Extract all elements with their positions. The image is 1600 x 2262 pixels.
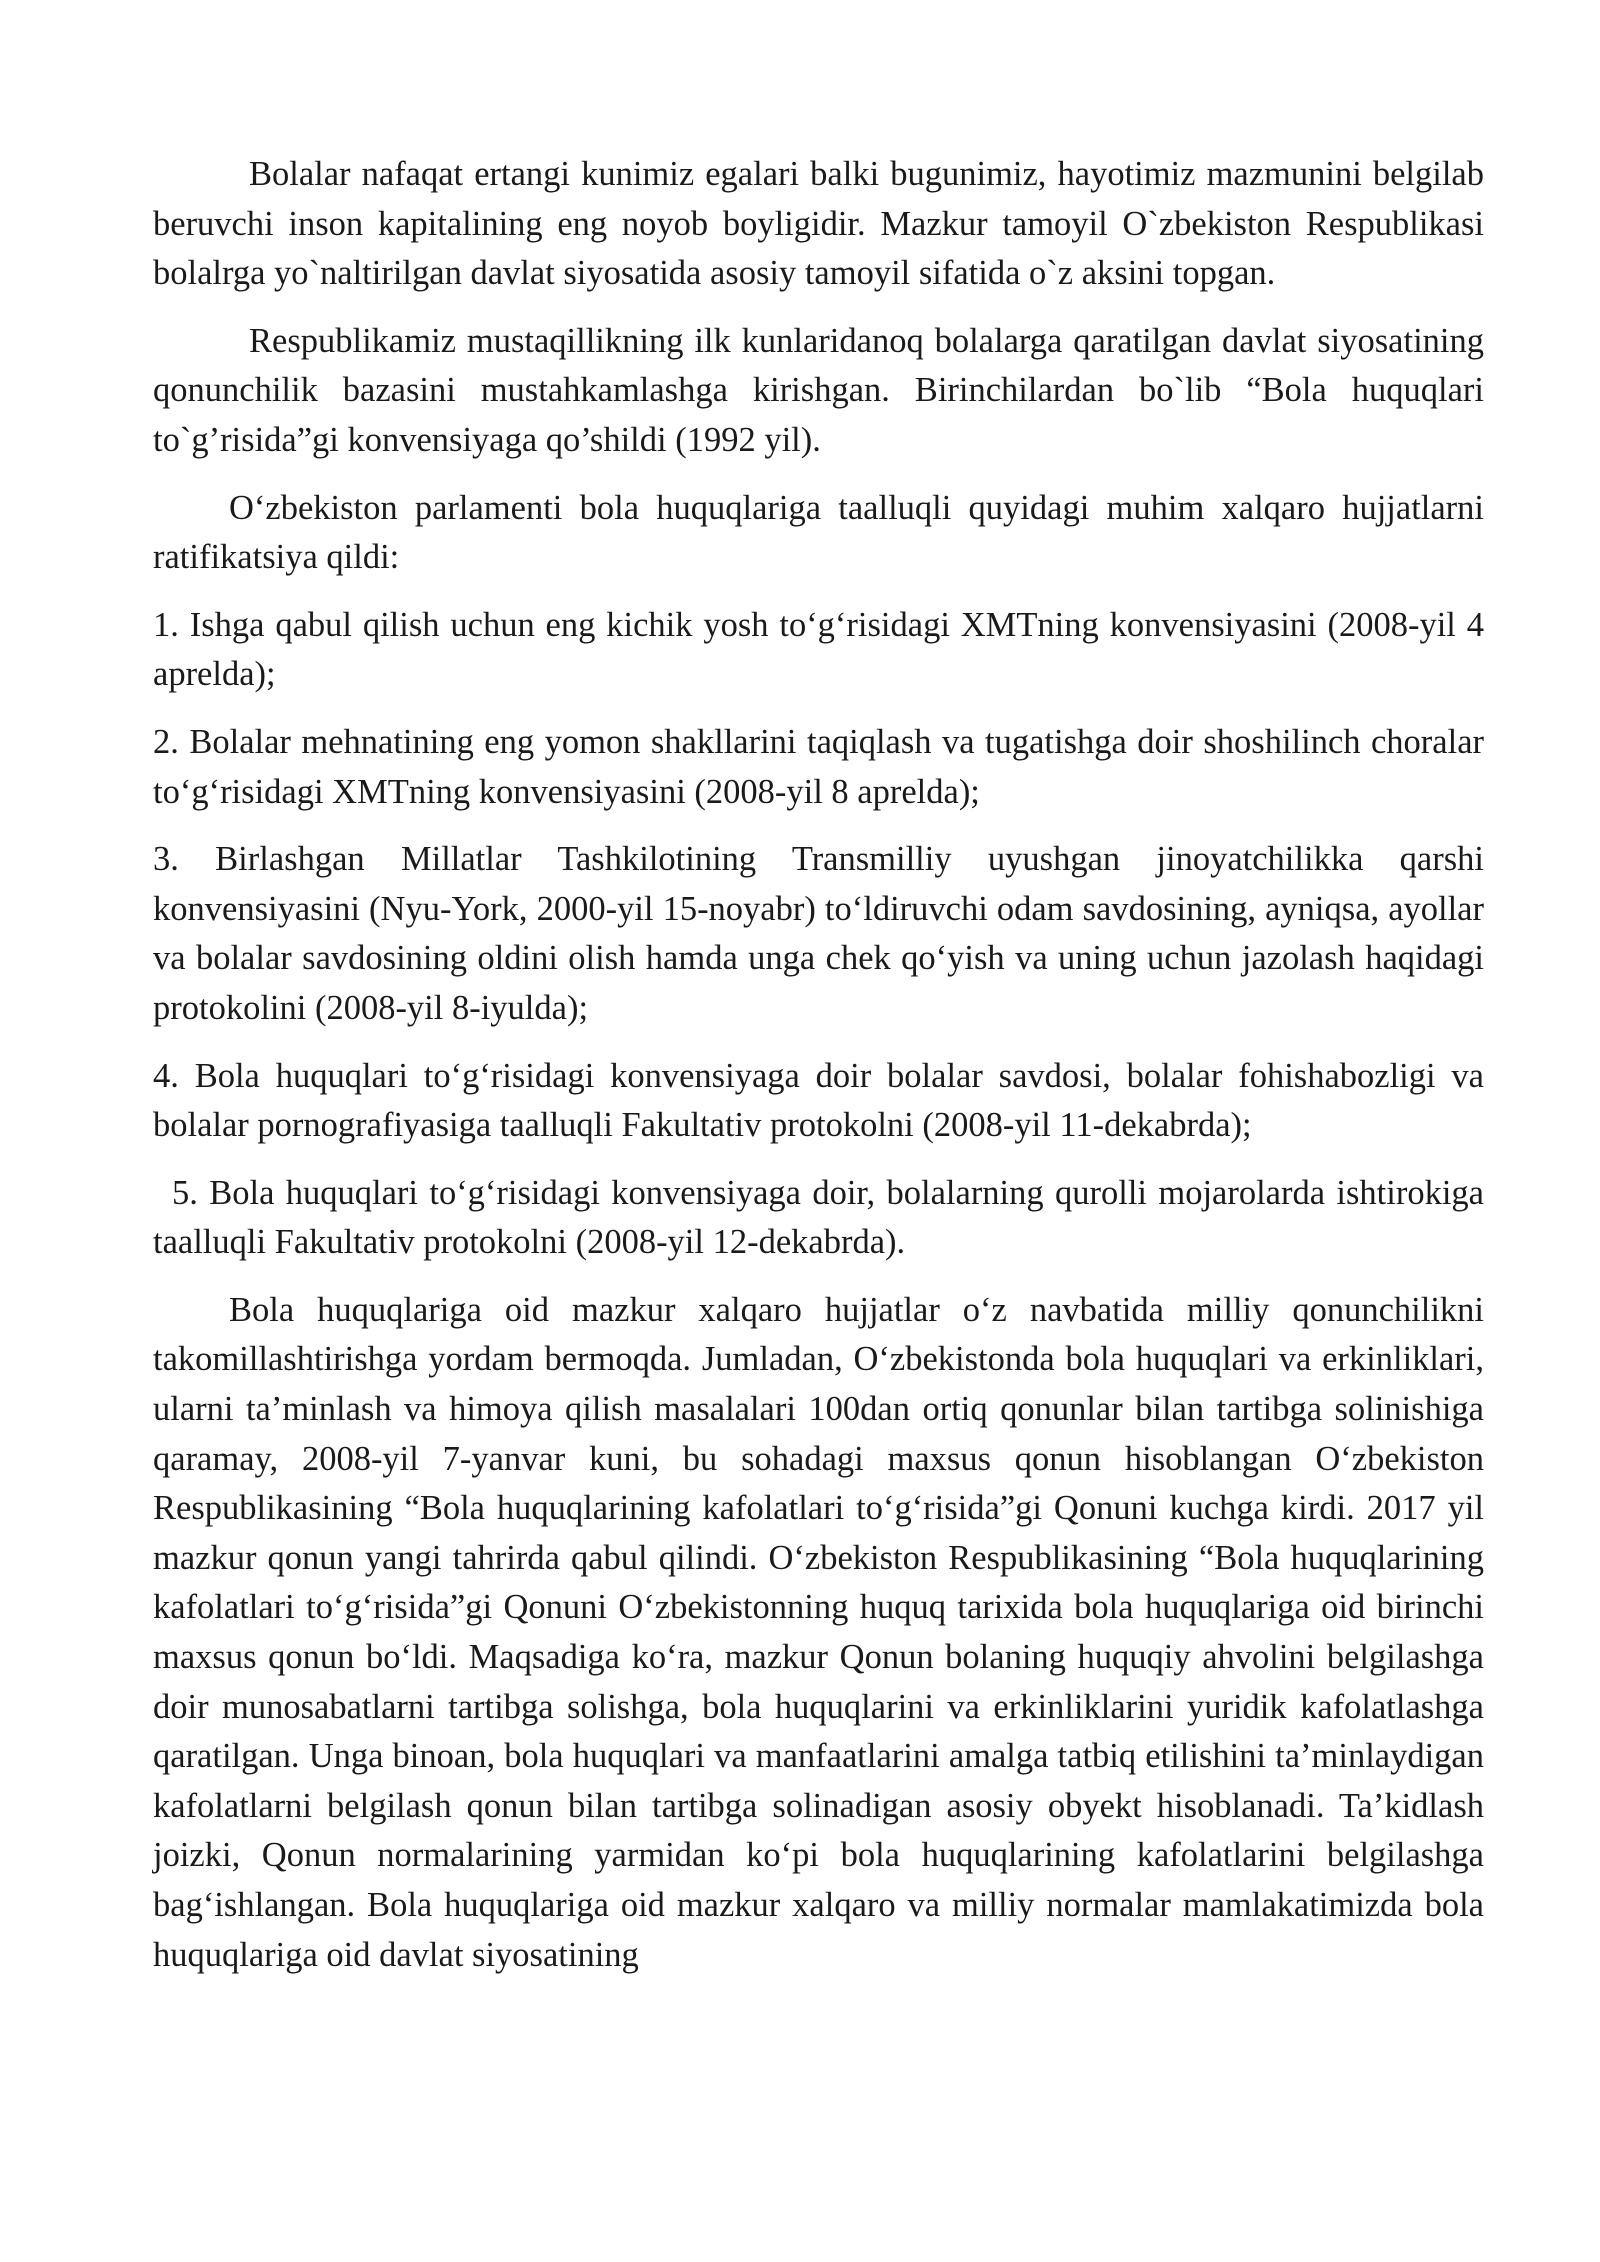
list-item-4: 4. Bola huquqlari to‘g‘risidagi konvensiyaga doir bolalar savdosi, bolalar fohishabozligi va bolalar pornografiyasiga taalluqli Fakultativ protokolni (2008-yil 11-dekabrda);: [153, 1056, 1484, 1145]
list-item-5: 5. Bola huquqlari to‘g‘risidagi konvensiyaga doir, bolalarning qurolli mojarolarda ishtirokiga taalluqli Fakultativ protokolni (2008-yil 12-dekabrda).: [153, 1173, 1484, 1262]
list-item-1: 1. Ishga qabul qilish uchun eng kichik yosh to‘g‘risidagi XMTning konvensiyasini (2008-yil 4 aprelda);: [153, 605, 1484, 694]
list-item-3: 3. Birlashgan Millatlar Tashkilotining Transmilliy uyushgan jinoyatchilikka qarshi konvensiyasini (Nyu-York, 2000-yil 15-noyabr) to‘ldiruvchi odam savdosining, ayniqsa, ayollar va bolalar savdosining oldini olish hamda unga chek qo‘yish va uning uchun jazolash haqidagi protokolini (2008-yil 8-iyulda);: [153, 840, 1484, 1027]
paragraph-independence: Respublikamiz mustaqillikning ilk kunlaridanoq bolalarga qaratilgan davlat siyosatining qonunchilik bazasini mustahkamlashga kirishgan. Birinchilardan bo`lib “Bola huquqlari to`g’risida”gi konvensiyaga qo’shildi (1992 yil).: [153, 321, 1484, 459]
list-item-2: 2. Bolalar mehnatining eng yomon shakllarini taqiqlash va tugatishga doir shoshilinch choralar to‘g‘risidagi XMTning konvensiyasini (2008-yil 8 aprelda);: [153, 722, 1484, 811]
paragraph-parliament: O‘zbekiston parlamenti bola huquqlariga taalluqli quyidagi muhim xalqaro hujjatlarni ratifikatsiya qildi:: [153, 488, 1484, 577]
paragraph-intro: Bolalar nafaqat ertangi kunimiz egalari balki bugunimiz, hayotimiz mazmunini belgilab beruvchi inson kapitalining eng noyob boyligidir. Mazkur tamoyil O`zbekiston Respublikasi bolalrga yo`naltirilgan davlat siyosatida asosiy tamoyil sifatida o`z aksini topgan.: [153, 155, 1484, 293]
paragraph-national-law: Bola huquqlariga oid mazkur xalqaro hujjatlar o‘z navbatida milliy qonunchilikni takomillashtirishga yordam bermoqda. Jumladan, O‘zbekistonda bola huquqlari va erkinliklari, ularni ta’minlash va himoya qilish masalalari 100dan ortiq qonunlar bilan tartibga solinishiga qaramay, 2008-yil 7-yanvar kuni, bu sohadagi maxsus qonun hisoblangan O‘zbekiston Respublikasining “Bola huquqlarining kafolatlari to‘g‘risida”gi Qonuni kuchga kirdi. 2017 yil mazkur qonun yangi tahrirda qabul qilindi. O‘zbekiston Respublikasining “Bola huquqlarining kafolatlari to‘g‘risida”gi Qonuni O‘zbekistonning huquq tarixida bola huquqlariga oid birinchi maxsus qonun bo‘ldi. Maqsadiga ko‘ra, mazkur Qonun bolaning huquqiy ahvolini belgilashga doir munosabatlarni tartibga solishga, bola huquqlarini va erkinliklarini yuridik kafolatlashga qaratilgan. Unga binoan, bola huquqlari va manfaatlarini amalga tatbiq etilishini ta’minlaydigan kafolatlarni belgilash qonun bilan tartibga solinadigan asosiy obyekt hisoblanadi. Ta’kidlash joizki, Qonun normalarining yarmidan ko‘pi bola huquqlarining kafolatlarini belgilashga bag‘ishlangan. Bola huquqlariga oid mazkur xalqaro va milliy normalar mamlakatimizda bola huquqlariga oid davlat siyosatining: [153, 1290, 1484, 1974]
document-page: [153, 150, 1484, 1998]
